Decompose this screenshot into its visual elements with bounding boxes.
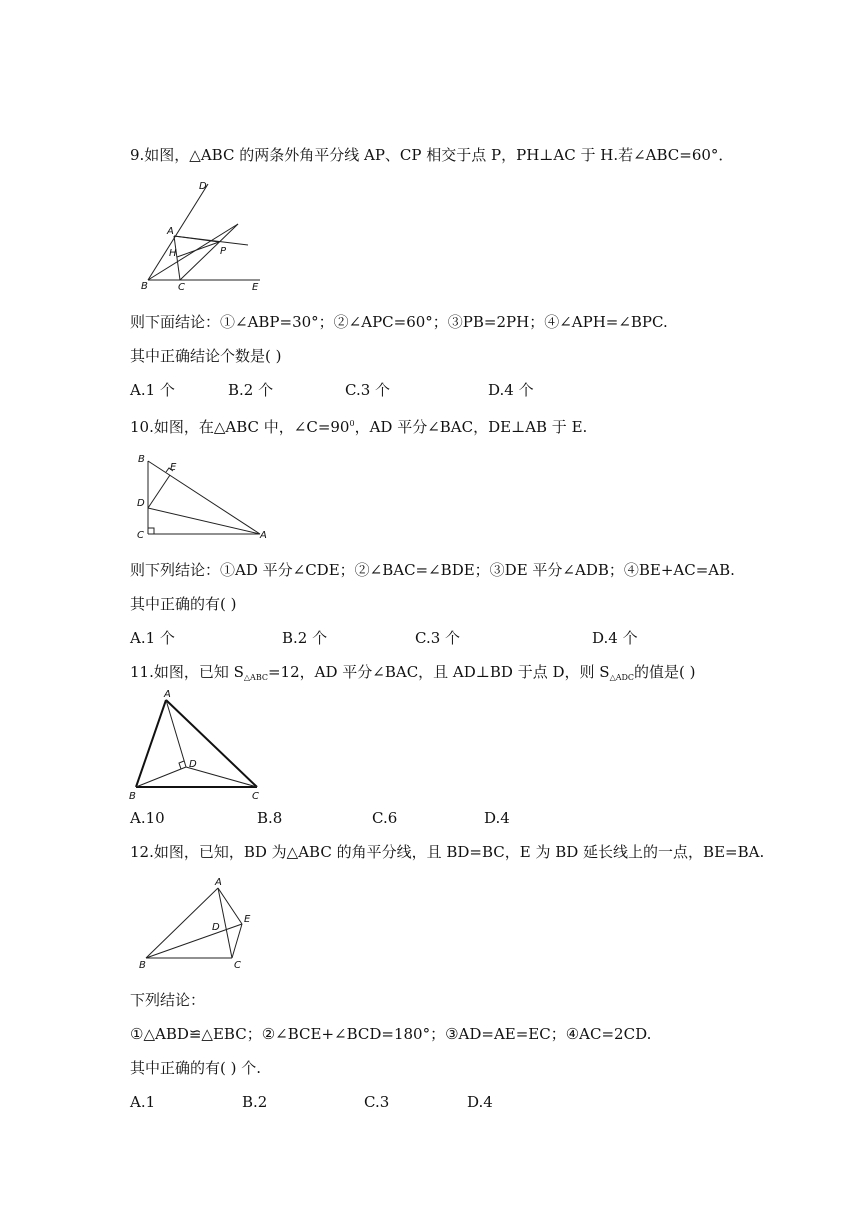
q12-intro: 下列结论：	[130, 991, 206, 1009]
q10-stem-a: 10.如图，在△ABC 中，∠C=90	[130, 418, 350, 436]
q11-options	[130, 808, 770, 828]
q12-option-d: D.4	[467, 1093, 493, 1111]
q10-label-e: E	[170, 462, 177, 473]
q12-label-c: C	[234, 960, 241, 971]
q12-stem: 12.如图，已知，BD 为△ABC 的角平分线，且 BD=BC，E 为 BD 延长线上的一点，BE=BA.	[130, 843, 765, 861]
q9-figure	[138, 176, 268, 294]
q9-stem: 9.如图，△ABC 的两条外角平分线 AP、CP 相交于点 P，PH⊥AC 于 H.若∠ABC=60°．	[130, 146, 734, 164]
q10-option-b: B.2 个	[282, 629, 328, 647]
q12-label-d: D	[212, 922, 220, 933]
q11-label-d: D	[189, 759, 197, 770]
q10-figure	[132, 448, 282, 544]
q10-option-a: A.1 个	[130, 629, 175, 647]
q9-label-e: E	[252, 282, 259, 293]
q10-label-d: D	[137, 498, 145, 509]
q10-diagram	[132, 448, 282, 544]
q9-label-p: P	[220, 246, 227, 257]
q12-question: 其中正确的有( ) 个.	[130, 1059, 262, 1077]
q9-conclusions: 则下面结论：①∠ABP=30°；②∠APC=60°；③PB=2PH；④∠APH=∠BPC.	[130, 313, 668, 331]
q9-label-a: A	[167, 226, 174, 237]
q10-conclusions: 则下列结论：①AD 平分∠CDE；②∠BAC=∠BDE；③DE 平分∠ADB；④BE+AC=AB.	[130, 561, 735, 579]
q11-label-b: B	[129, 791, 136, 802]
q9-option-c: C.3 个	[345, 381, 391, 399]
q11-label-a: A	[164, 689, 171, 700]
q9-question: 其中正确结论个数是( )	[130, 347, 282, 365]
q10-option-c: C.3 个	[415, 629, 461, 647]
q10-stem	[130, 414, 587, 437]
q11-option-d: D.4	[484, 809, 510, 827]
q12-option-b: B.2	[242, 1093, 268, 1111]
q9-options	[130, 380, 770, 400]
q9-diagram	[138, 176, 268, 294]
q10-options	[130, 628, 770, 648]
q11-stem-sub1: △ABC	[243, 673, 268, 682]
q10-label-c: C	[137, 530, 144, 541]
q11-stem-a: 11.如图，已知 S	[130, 663, 244, 681]
q9-label-h: H	[169, 248, 177, 259]
q9-label-c: C	[178, 282, 185, 293]
q11-option-b: B.8	[257, 809, 283, 827]
q9-option-d: D.4 个	[488, 381, 534, 399]
q12-option-c: C.3	[364, 1093, 390, 1111]
q12-options	[130, 1092, 770, 1112]
q10-stem-sup: 0	[349, 419, 355, 428]
q9-label-d: D	[199, 181, 207, 192]
q11-option-c: C.6	[372, 809, 398, 827]
q11-stem-sub2: △ADC	[609, 673, 635, 682]
q12-label-e: E	[244, 914, 251, 925]
q11-stem	[130, 662, 696, 688]
q12-conclusions: ①△ABD≌△EBC；②∠BCE+∠BCD=180°；③AD=AE=EC；④AC=2CD.	[130, 1025, 652, 1043]
q12-option-a: A.1	[130, 1093, 156, 1111]
q9-label-b: B	[141, 281, 148, 292]
q11-diagram	[126, 686, 271, 802]
q10-stem-b: ，AD 平分∠BAC，DE⊥AB 于 E.	[354, 418, 588, 436]
q12-figure	[136, 874, 266, 972]
q11-figure	[126, 686, 271, 802]
q11-option-a: A.10	[130, 809, 165, 827]
q12-diagram	[136, 874, 266, 972]
q10-question: 其中正确的有( )	[130, 595, 237, 613]
q10-label-b: B	[138, 454, 145, 465]
q9-option-b: B.2 个	[228, 381, 274, 399]
q9-option-a: A.1 个	[130, 381, 175, 399]
q10-option-d: D.4 个	[592, 629, 638, 647]
q12-label-a: A	[215, 877, 222, 888]
q10-label-a: A	[260, 530, 267, 541]
q12-label-b: B	[139, 960, 146, 971]
q11-stem-c: 的值是( )	[634, 663, 696, 681]
q11-label-c: C	[252, 791, 259, 802]
q11-stem-b: =12，AD 平分∠BAC，且 AD⊥BD 于点 D，则 S	[267, 663, 610, 681]
